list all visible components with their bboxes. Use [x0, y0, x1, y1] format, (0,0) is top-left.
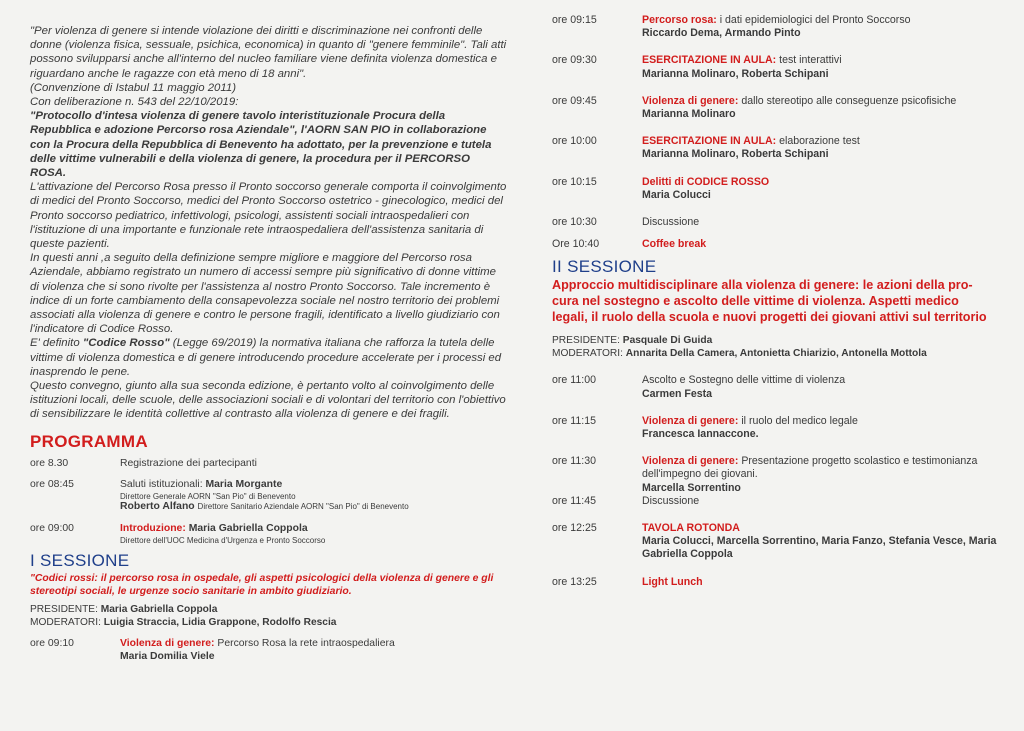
- schedule-time: ore 09:00: [30, 523, 74, 535]
- speaker-name: Maria Colucci: [642, 188, 711, 201]
- intro-protocol: "Protocollo d'intesa violenza di genere tavolo interistituzionale Procura della Repubblica e adozione Percorso rosa Aziendale", l'AORN SAN PIO in collaborazione con la Procura della Repubblica di Benevento ha adottato, per la prevenzione e tutela delle vittime vulnerabili e della violenza di genere, la procedura per il PERCORSO ROSA.: [30, 110, 492, 180]
- schedule-row: [552, 576, 1024, 589]
- topic-label: TAVOLA ROTONDA: [642, 522, 740, 535]
- schedule-body: [642, 176, 1024, 202]
- schedule-row: [30, 479, 508, 514]
- intro-text-part: (Legge 69/2019) la normativa italiana che rafforza la tutela delle vittime di violenza domestica e di genere introducendo procedure accelerate per i processi ed inasprendo le pene.: [30, 337, 502, 378]
- topic-label: Violenza di genere:: [642, 94, 739, 107]
- schedule-row: [552, 238, 1024, 251]
- schedule-row: [30, 638, 508, 663]
- schedule-time: ore 11:45: [552, 494, 596, 507]
- schedule-time: ore 10:15: [552, 175, 597, 188]
- speaker-name: Marianna Molinaro, Roberta Schipani: [642, 148, 829, 161]
- speaker-name: Marianna Molinaro, Roberta Schipani: [642, 67, 829, 80]
- session-2-title: II SESSIONE: [552, 257, 657, 277]
- president-label: PRESIDENTE:: [30, 604, 98, 616]
- session-2-moderators: [552, 348, 1024, 361]
- topic-label: ESERCITAZIONE IN AULA:: [642, 135, 777, 148]
- schedule-body: [642, 374, 1024, 400]
- schedule-body: [642, 522, 1024, 562]
- intro-paragraph: "Per violenza di genere si intende violazione dei diritti e discriminazione nei confronti delle donne (violenza fisica, sessuale, psichica, economica) in quanto di "genere femminile". Tali atti possono svilupparsi anche all'interno del nucleo familiare viene definita violenza domestica e riguardano anche le ragazze con età meno di 18 anni".: [30, 25, 507, 80]
- schedule-row: [552, 522, 1024, 562]
- schedule-row: [552, 455, 1024, 495]
- moderators-label: MODERATORI:: [552, 347, 623, 359]
- schedule-time: ore 10:00: [552, 135, 597, 148]
- session-1-president: [30, 604, 508, 617]
- schedule-row: [552, 374, 1024, 400]
- session-1-moderators: [30, 617, 508, 630]
- president-name: Maria Gabriella Coppola: [100, 604, 218, 616]
- schedule-text: i dati epidemiologici del Pronto Soccorso: [719, 14, 911, 26]
- moderators-names: Luigia Straccia, Lidia Grappone, Rodolfo Rescia: [103, 616, 337, 628]
- schedule-body: [120, 638, 508, 663]
- intro-paragraph: Questo convegno, giunto alla sua seconda edizione, è pertanto volto al coinvolgimento delle istituzioni locali, delle scuole, delle associazioni sociali e di volontari del territorio con l'obiettivo di sensibilizzare le identità collettive al contrasto alla violenza di genere e dei fragili.: [30, 380, 506, 421]
- schedule-row: [552, 176, 1024, 202]
- schedule-row: [552, 135, 1024, 161]
- schedule-time: ore 09:45: [552, 94, 597, 107]
- intro-text-part: E' definito: [30, 337, 83, 350]
- schedule-row: [30, 523, 508, 545]
- schedule-row: [552, 95, 1024, 121]
- speaker-name: Marianna Molinaro: [642, 108, 736, 121]
- right-column: [552, 14, 1024, 589]
- schedule-time: ore 11:30: [552, 455, 596, 468]
- programma-title: PROGRAMMA: [30, 431, 148, 451]
- schedule-time: ore 8.30: [30, 457, 69, 469]
- schedule-body: [642, 415, 1024, 441]
- president-name: Pasquale Di Guida: [622, 335, 713, 347]
- session-2-description-line: Approccio multidisciplinare alla violenza di genere: le azioni della pro-: [552, 278, 973, 293]
- schedule-text: Saluti istituzionali:: [120, 479, 203, 491]
- topic-label: Introduzione:: [120, 523, 186, 535]
- schedule-text: Discussione: [642, 494, 700, 507]
- speaker-name: Maria Gabriella Coppola: [188, 523, 308, 535]
- schedule-time: ore 08:45: [30, 479, 74, 491]
- schedule-text: Discussione: [642, 216, 700, 229]
- intro-paragraph: In questi anni ,a seguito della definizione sempre migliore e maggiore del Percorso rosa Aziendale, abbiamo registrato un numero di accessi sempre più significativo di donne vittime di violenza che si sono rivolte per l'assistenza al nostro Pronto Soccorso. Tale incremento è indice di un forte cambiamento della consapevolezza sociale nel nostro territorio dei problemi associati alla violenza di genere e contro le persone fragili, identificato a livello giudiziario con l'indicatore di Codice Rosso.: [30, 252, 500, 336]
- intro-citation: (Convenzione di Istabul 11 maggio 2011): [30, 81, 237, 94]
- speaker-name: Francesca Iannaccone.: [642, 428, 759, 441]
- schedule-body: [642, 455, 1024, 495]
- schedule-body: [642, 54, 1024, 80]
- speaker-name: Marcella Sorrentino: [642, 481, 741, 494]
- schedule-body: [642, 95, 1024, 121]
- schedule-time: ore 09:30: [552, 54, 597, 67]
- topic-label: Delitti di CODICE ROSSO: [642, 175, 770, 188]
- intro-paragraph: [30, 336, 508, 379]
- schedule-text: test interattivi: [779, 54, 842, 67]
- speaker-name: Maria Morgante: [205, 479, 283, 491]
- schedule-body: [642, 14, 1024, 40]
- intro-paragraph: L'attivazione del Percorso Rosa presso il Pronto soccorso generale comporta il coinvolgimento di medici del Pronto Soccorso, medici del Pronto Soccorso ostetrico - ginecologico, medici del Pronto soccorso pediatrico, infettivologi, psicologi, assistenti sociali intraospedalieri con l'istituzione di una importante e funzionale rete intraospedaliera dell'assistenza sanitaria di queste pazienti.: [30, 181, 507, 251]
- topic-label: Coffee break: [642, 238, 707, 251]
- intro-deliberation: Con deliberazione n. 543 del 22/10/2019:: [30, 96, 239, 109]
- schedule-row: [552, 14, 1024, 40]
- schedule-row: [552, 495, 1024, 508]
- session-2-president: [552, 335, 1024, 348]
- topic-label: Violenza di genere:: [120, 638, 215, 650]
- speaker-role: Direttore Generale AORN "San Pio" di Benevento: [120, 491, 296, 501]
- schedule-time: ore 12:25: [552, 522, 597, 535]
- president-label: PRESIDENTE:: [552, 335, 620, 347]
- topic-label: Percorso rosa:: [642, 14, 717, 26]
- schedule-row: [30, 458, 508, 471]
- speaker-name: Maria Domilia Viele: [120, 651, 215, 663]
- schedule-time: ore 09:10: [30, 638, 74, 650]
- session-2-description: [552, 278, 1024, 325]
- schedule-time: ore 11:15: [552, 414, 596, 427]
- schedule-text: elaborazione test: [779, 135, 860, 148]
- session-2-description-line: legali, il ruolo della scuola e nuovi progetti dei giovani attivi sul territorio: [552, 309, 987, 324]
- schedule-row: [552, 216, 1024, 229]
- schedule-body: [120, 523, 508, 545]
- schedule-body: [120, 479, 508, 514]
- schedule-text: Percorso Rosa la rete intraospedaliera: [217, 638, 395, 650]
- session-1-title: I SESSIONE: [30, 551, 130, 571]
- schedule-time: ore 09:15: [552, 14, 597, 26]
- speaker-role: Direttore dell'UOC Medicina d'Urgenza e Pronto Soccorso: [120, 535, 326, 545]
- topic-label: Violenza di genere:: [642, 414, 739, 427]
- speaker-name: Carmen Festa: [642, 387, 713, 400]
- speaker-name: Riccardo Dema, Armando Pinto: [642, 27, 801, 40]
- topic-label: Violenza di genere:: [642, 455, 739, 468]
- schedule-text: il ruolo del medico legale: [741, 414, 858, 427]
- schedule-text: dallo stereotipo alle conseguenze psicofisiche: [741, 94, 957, 107]
- speaker-name: Maria Colucci, Marcella Sorrentino, Maria Fanzo, Stefania Vesce, Maria Gabriella Coppola: [642, 535, 997, 561]
- schedule-text: Registrazione dei partecipanti: [120, 457, 257, 469]
- schedule-row: [552, 415, 1024, 441]
- schedule-body: [642, 135, 1024, 161]
- schedule-time: Ore 10:40: [552, 238, 600, 251]
- session-1-description: "Codici rossi: il percorso rosa in ospedale, gli aspetti psicologici della violenza di genere e gli stereotipi sociali, le urgenze socio sanitarie in ambito giudiziario.: [30, 573, 494, 598]
- moderators-label: MODERATORI:: [30, 616, 101, 628]
- session-2-description-line: cura nel sostegno e ascolto delle vittime di violenza. Aspetti medico: [552, 294, 959, 309]
- speaker-role: Direttore Sanitario Aziendale AORN "San Pio" di Benevento: [197, 502, 409, 512]
- schedule-text: Presentazione progetto scolastico e testimonianza dell'impegno dei giovani.: [642, 455, 978, 481]
- schedule-time: ore 11:00: [552, 374, 596, 387]
- topic-label: Light Lunch: [642, 575, 703, 588]
- schedule-time: ore 10:30: [552, 216, 597, 229]
- schedule-time: ore 13:25: [552, 575, 597, 588]
- codice-rosso-term: "Codice Rosso": [82, 337, 170, 350]
- topic-label: ESERCITAZIONE IN AULA:: [642, 54, 777, 67]
- left-column: [30, 24, 508, 664]
- schedule-text: Ascolto e Sostegno delle vittime di violenza: [642, 374, 846, 387]
- moderators-names: Annarita Della Camera, Antonietta Chiarizio, Antonella Mottola: [625, 347, 927, 359]
- intro-text: [30, 24, 508, 422]
- speaker-name: Roberto Alfano: [120, 501, 195, 513]
- schedule-row: [552, 54, 1024, 80]
